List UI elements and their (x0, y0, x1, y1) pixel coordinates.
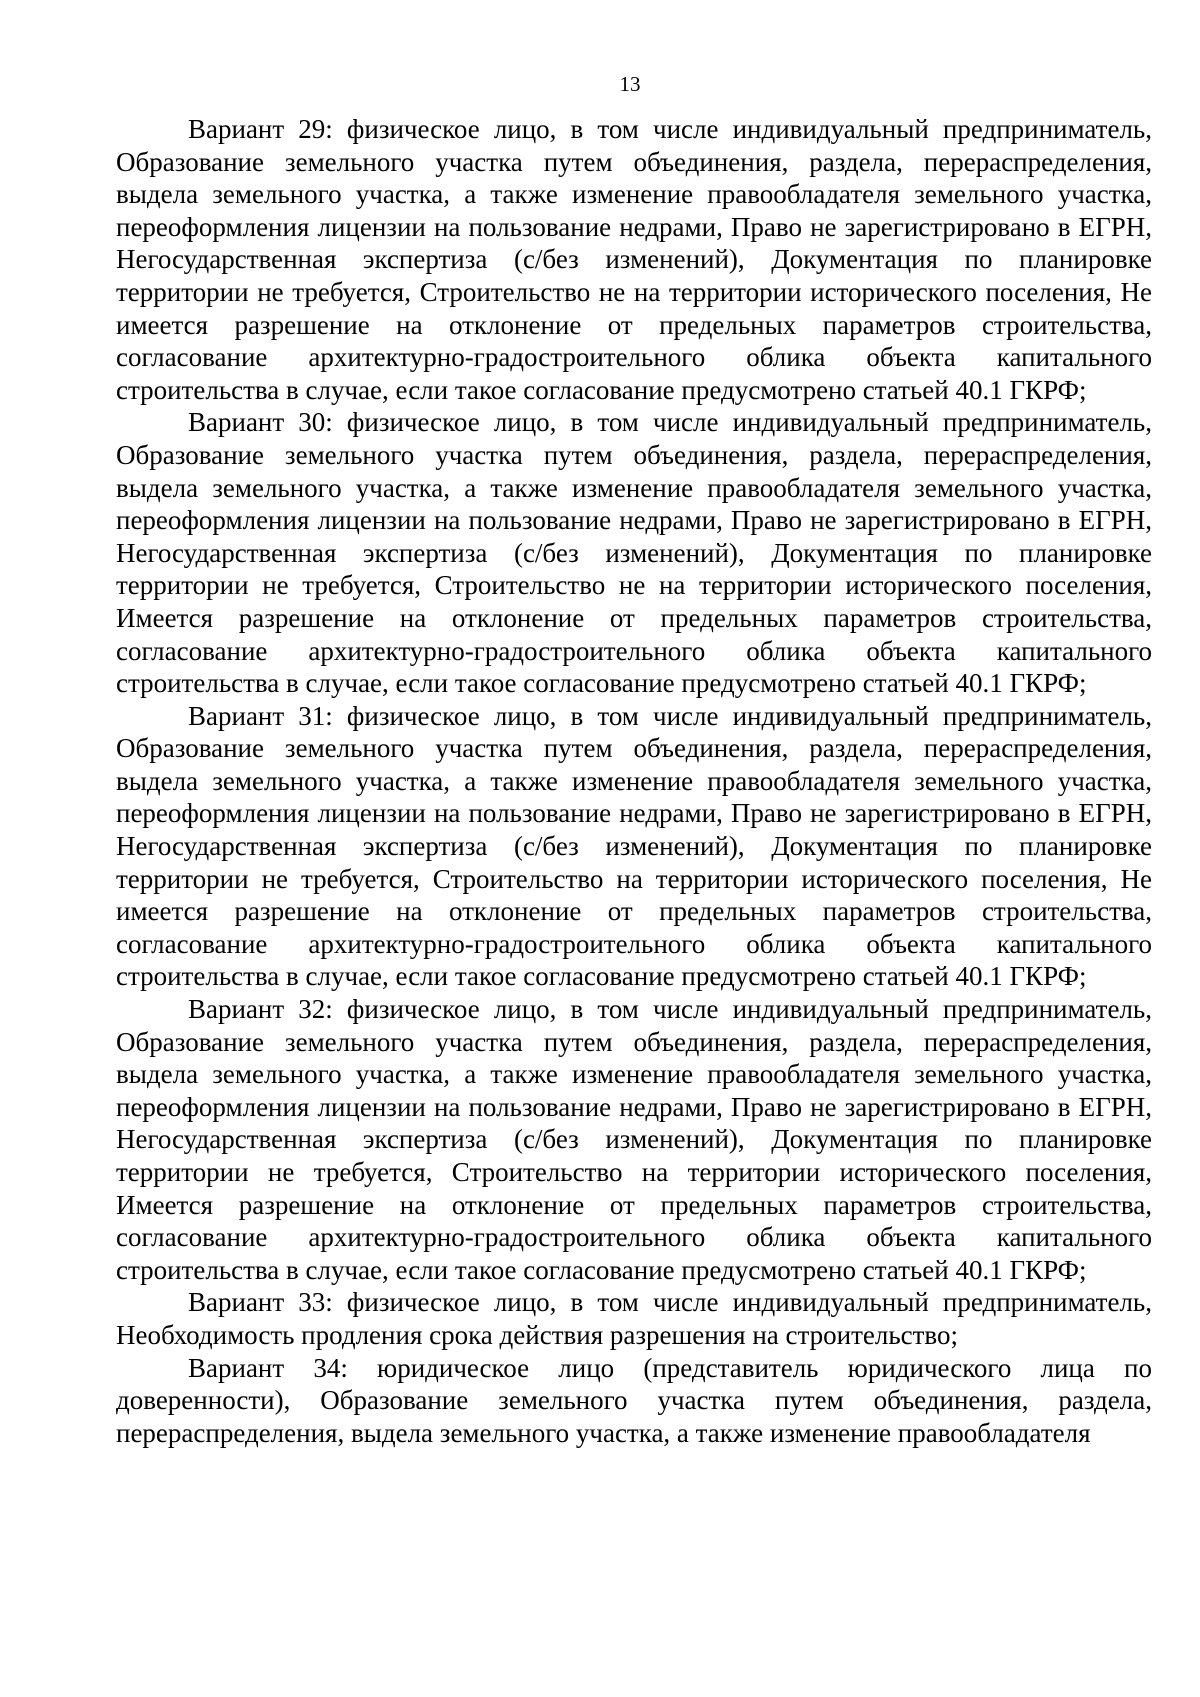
paragraph-variant-29: Вариант 29: физическое лицо, в том числе индивидуальный предприниматель, Образование земельного участка путем объединения, раздела, перераспределения, выдела земельного участка, а также изменение правообладателя земельного участка, переоформления лицензии на пользование недрами, Право не зарегистрировано в ЕГРН, Негосударственная экспертиза (с/без изменений), Документация по планировке территории не требуется, Строительство не на территории исторического поселения, Не имеется разрешение на отклонение от предельных параметров строительства, согласование архитектурно-градостроительного облика объекта капитального строительства в случае, если такое согласование предусмотрено статьей 40.1 ГКРФ; (116, 114, 1152, 405)
paragraph-variant-33: Вариант 33: физическое лицо, в том числе индивидуальный предприниматель, Необходимость продления срока действия разрешения на строительство; (116, 1287, 1152, 1350)
document-body (116, 113, 1152, 1449)
paragraph-variant-30: Вариант 30: физическое лицо, в том числе индивидуальный предприниматель, Образование земельного участка путем объединения, раздела, перераспределения, выдела земельного участка, а также изменение правообладателя земельного участка, переоформления лицензии на пользование недрами, Право не зарегистрировано в ЕГРН, Негосударственная экспертиза (с/без изменений), Документация по планировке территории не требуется, Строительство не на территории исторического поселения, Имеется разрешение на отклонение от предельных параметров строительства, согласование архитектурно-градостроительного облика объекта капитального строительства в случае, если такое согласование предусмотрено статьей 40.1 ГКРФ; (116, 407, 1152, 699)
paragraph-variant-31: Вариант 31: физическое лицо, в том числе индивидуальный предприниматель, Образование земельного участка путем объединения, раздела, перераспределения, выдела земельного участка, а также изменение правообладателя земельного участка, переоформления лицензии на пользование недрами, Право не зарегистрировано в ЕГРН, Негосударственная экспертиза (с/без изменений), Документация по планировке территории не требуется, Строительство на территории исторического поселения, Не имеется разрешение на отклонение от предельных параметров строительства, согласование архитектурно-градостроительного облика объекта капитального строительства в случае, если такое согласование предусмотрено статьей 40.1 ГКРФ; (116, 700, 1152, 992)
paragraph-variant-34: Вариант 34: юридическое лицо (представитель юридического лица по доверенности), Образование земельного участка путем объединения, раздела, перераспределения, выдела земельного участка, а также изменение правообладателя (116, 1352, 1152, 1448)
page-number: 13 (619, 72, 641, 96)
paragraph-variant-32: Вариант 32: физическое лицо, в том числе индивидуальный предприниматель, Образование земельного участка путем объединения, раздела, перераспределения, выдела земельного участка, а также изменение правообладателя земельного участка, переоформления лицензии на пользование недрами, Право не зарегистрировано в ЕГРН, Негосударственная экспертиза (с/без изменений), Документация по планировке территории не требуется, Строительство на территории исторического поселения, Имеется разрешение на отклонение от предельных параметров строительства, согласование архитектурно-градостроительного облика объекта капитального строительства в случае, если такое согласование предусмотрено статьей 40.1 ГКРФ; (116, 994, 1152, 1285)
